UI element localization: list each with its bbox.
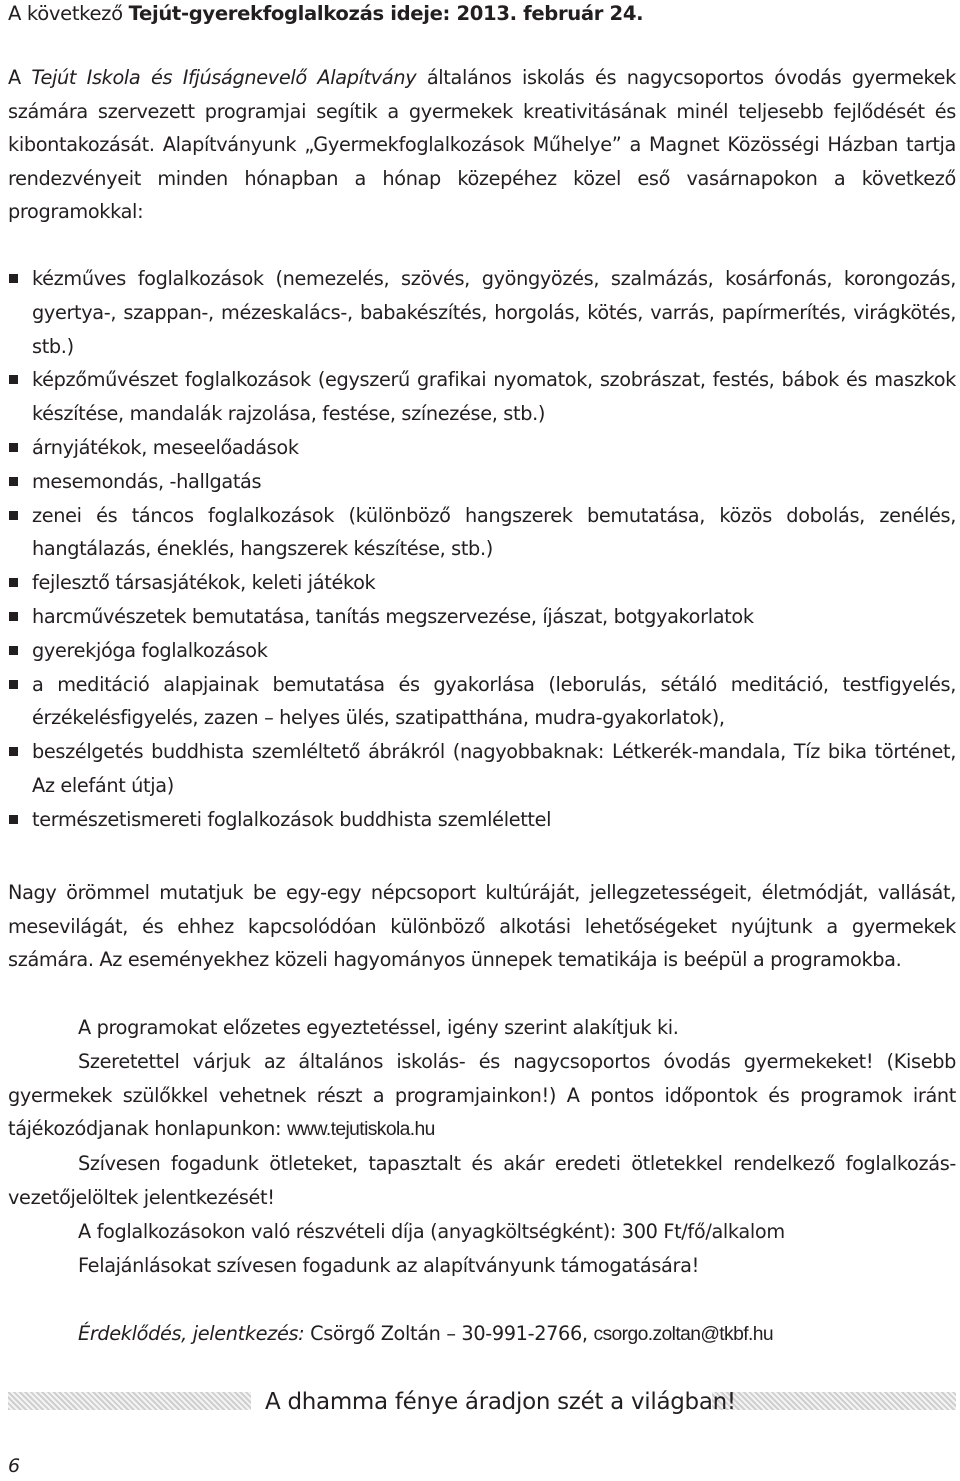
square-bullet-icon (9, 443, 18, 452)
next-event-prefix: A következő (8, 2, 129, 25)
donations-line: Felajánlásokat szívesen fogadunk az alapítványunk támogatására! (78, 1254, 699, 1277)
program-item-text: árnyjátékok, meseelőadások (32, 435, 299, 459)
program-item (8, 465, 956, 499)
program-item-text: természetismereti foglalkozások buddhista szemlélettel (32, 807, 552, 831)
square-bullet-icon (9, 477, 18, 486)
foundation-name: Tejút Iskola és Ifjúságnevelő Alapítvány (31, 66, 417, 89)
program-item-text: fejlesztő társasjátékok, keleti játékok (32, 571, 376, 595)
program-item (8, 668, 956, 736)
intro-paragraph (8, 61, 956, 229)
intro-text: általános iskolás és nagycsoportos óvodás gyermekek számára szervezett programjai segítik a gyermekek kreativitásának minél teljesebb fejlődését és kibontakozását. Alapítványunk „Gyermekfoglalkozások Műhelye” a Magnet Közösségi Házban tartja rendezvényeit minden hónapban a hónap közepéhez közel eső vasárnapokon a következő programokkal: (8, 66, 956, 224)
next-event-line (8, 2, 643, 26)
program-item (8, 363, 956, 431)
motto-text: A dhamma fénye áradjon szét a világban! (265, 1389, 736, 1415)
program-item (8, 735, 956, 803)
square-bullet-icon (9, 274, 18, 283)
contact-label: Érdeklődés, jelentkezés: (78, 1322, 305, 1345)
program-item-text: a meditáció alapjainak bemutatása és gyakorlása (leborulás, sétáló meditáció, testfigyelés, érzékelésfigyelés, zazen – helyes ülés, szatipatthána, mudra-gyakorlatok), (32, 672, 956, 730)
intro-lead: A (8, 66, 32, 89)
program-item-text: zenei és táncos foglalkozások (különböző hangszerek bemutatása, közös dobolás, zenélés, hangtálazás, éneklés, hangszerek készítése, stb.) (32, 503, 956, 561)
program-item (8, 499, 956, 567)
program-item-text: gyerekjóga foglalkozások (32, 638, 268, 662)
program-list (8, 262, 956, 837)
fee-line: A foglalkozásokon való részvételi díja (anyagköltségként): 300 Ft/fő/alkalom (78, 1220, 785, 1243)
program-item-text: harcművészetek bemutatása, tanítás megszervezése, íjászat, botgyakorlatok (32, 604, 754, 628)
program-item-text: képzőművészet foglalkozások (egyszerű grafikai nyomatok, szobrászat, festés, bábok és maszkok készítése, mandalák rajzolása, festése, színezése, stb.) (32, 368, 956, 426)
program-item (8, 600, 956, 634)
next-event-name: Tejút-gyerekfoglalkozás (128, 2, 384, 25)
contact-email-link[interactable]: csorgo.zoltan@tkbf.hu (593, 1324, 773, 1345)
square-bullet-icon (9, 578, 18, 587)
program-item-text: mesemondás, -hallgatás (32, 469, 262, 493)
next-event-date: ideje: 2013. február 24. (383, 2, 644, 25)
program-item (8, 803, 956, 837)
contact-line (8, 1317, 956, 1352)
ideas-paragraph: Szívesen fogadunk ötleteket, tapasztalt és akár eredeti ötletekkel rendelkező foglalkozás-vezetőjelöltek jelentkezését! (8, 1152, 956, 1209)
square-bullet-icon (9, 815, 18, 824)
square-bullet-icon (9, 646, 18, 655)
page-number: 6 (8, 1455, 20, 1477)
motto-banner (8, 1386, 956, 1418)
closing-paragraph: Nagy örömmel mutatjuk be egy-egy népcsoport kultúráját, jellegzetességeit, életmódját, vallását, mesevilágát, és ehhez kapcsolódóan különböző alkotási lehetőségeket nyújtunk a gyermekek számára. Az eseményekhez közeli hagyományos ünnepek tematikája is beépül a programokba. (8, 881, 956, 972)
website-link[interactable]: www.tejutiskola.hu (286, 1119, 435, 1141)
program-item (8, 262, 956, 363)
contact-name-phone: Csörgő Zoltán – 30-991-2766, (304, 1322, 594, 1345)
program-item (8, 431, 956, 465)
program-item-text: kézműves foglalkozások (nemezelés, szövés, gyöngyözés, szalmázás, kosárfonás, korongozás, gyertya-, szappan-, mézeskalács-, babakészítés, horgolás, kötés, varrás, papírmerítés, virágkötés, stb.) (32, 267, 956, 358)
square-bullet-icon (9, 680, 18, 689)
welcome-paragraph (8, 1045, 956, 1147)
appointment-note: A programokat előzetes egyeztetéssel, igény szerint alakítjuk ki. (78, 1016, 679, 1039)
square-bullet-icon (9, 612, 18, 621)
welcome-text: Szeretettel várjuk az általános iskolás- és nagycsoportos óvodás gyermekeket! (Kisebb gyermekek szülőkkel vehetnek részt a programjainkon!) A pontos időpontok és programok iránt tájékozódjanak honlapunkon: (8, 1050, 956, 1141)
square-bullet-icon (9, 747, 18, 756)
program-item-text: beszélgetés buddhista szemléltető ábrákról (nagyobbaknak: Létkerék-mandala, Tíz bika történet, Az elefánt útja) (32, 740, 956, 797)
program-item (8, 566, 956, 600)
square-bullet-icon (9, 511, 18, 520)
square-bullet-icon (9, 375, 18, 384)
program-item (8, 634, 956, 668)
